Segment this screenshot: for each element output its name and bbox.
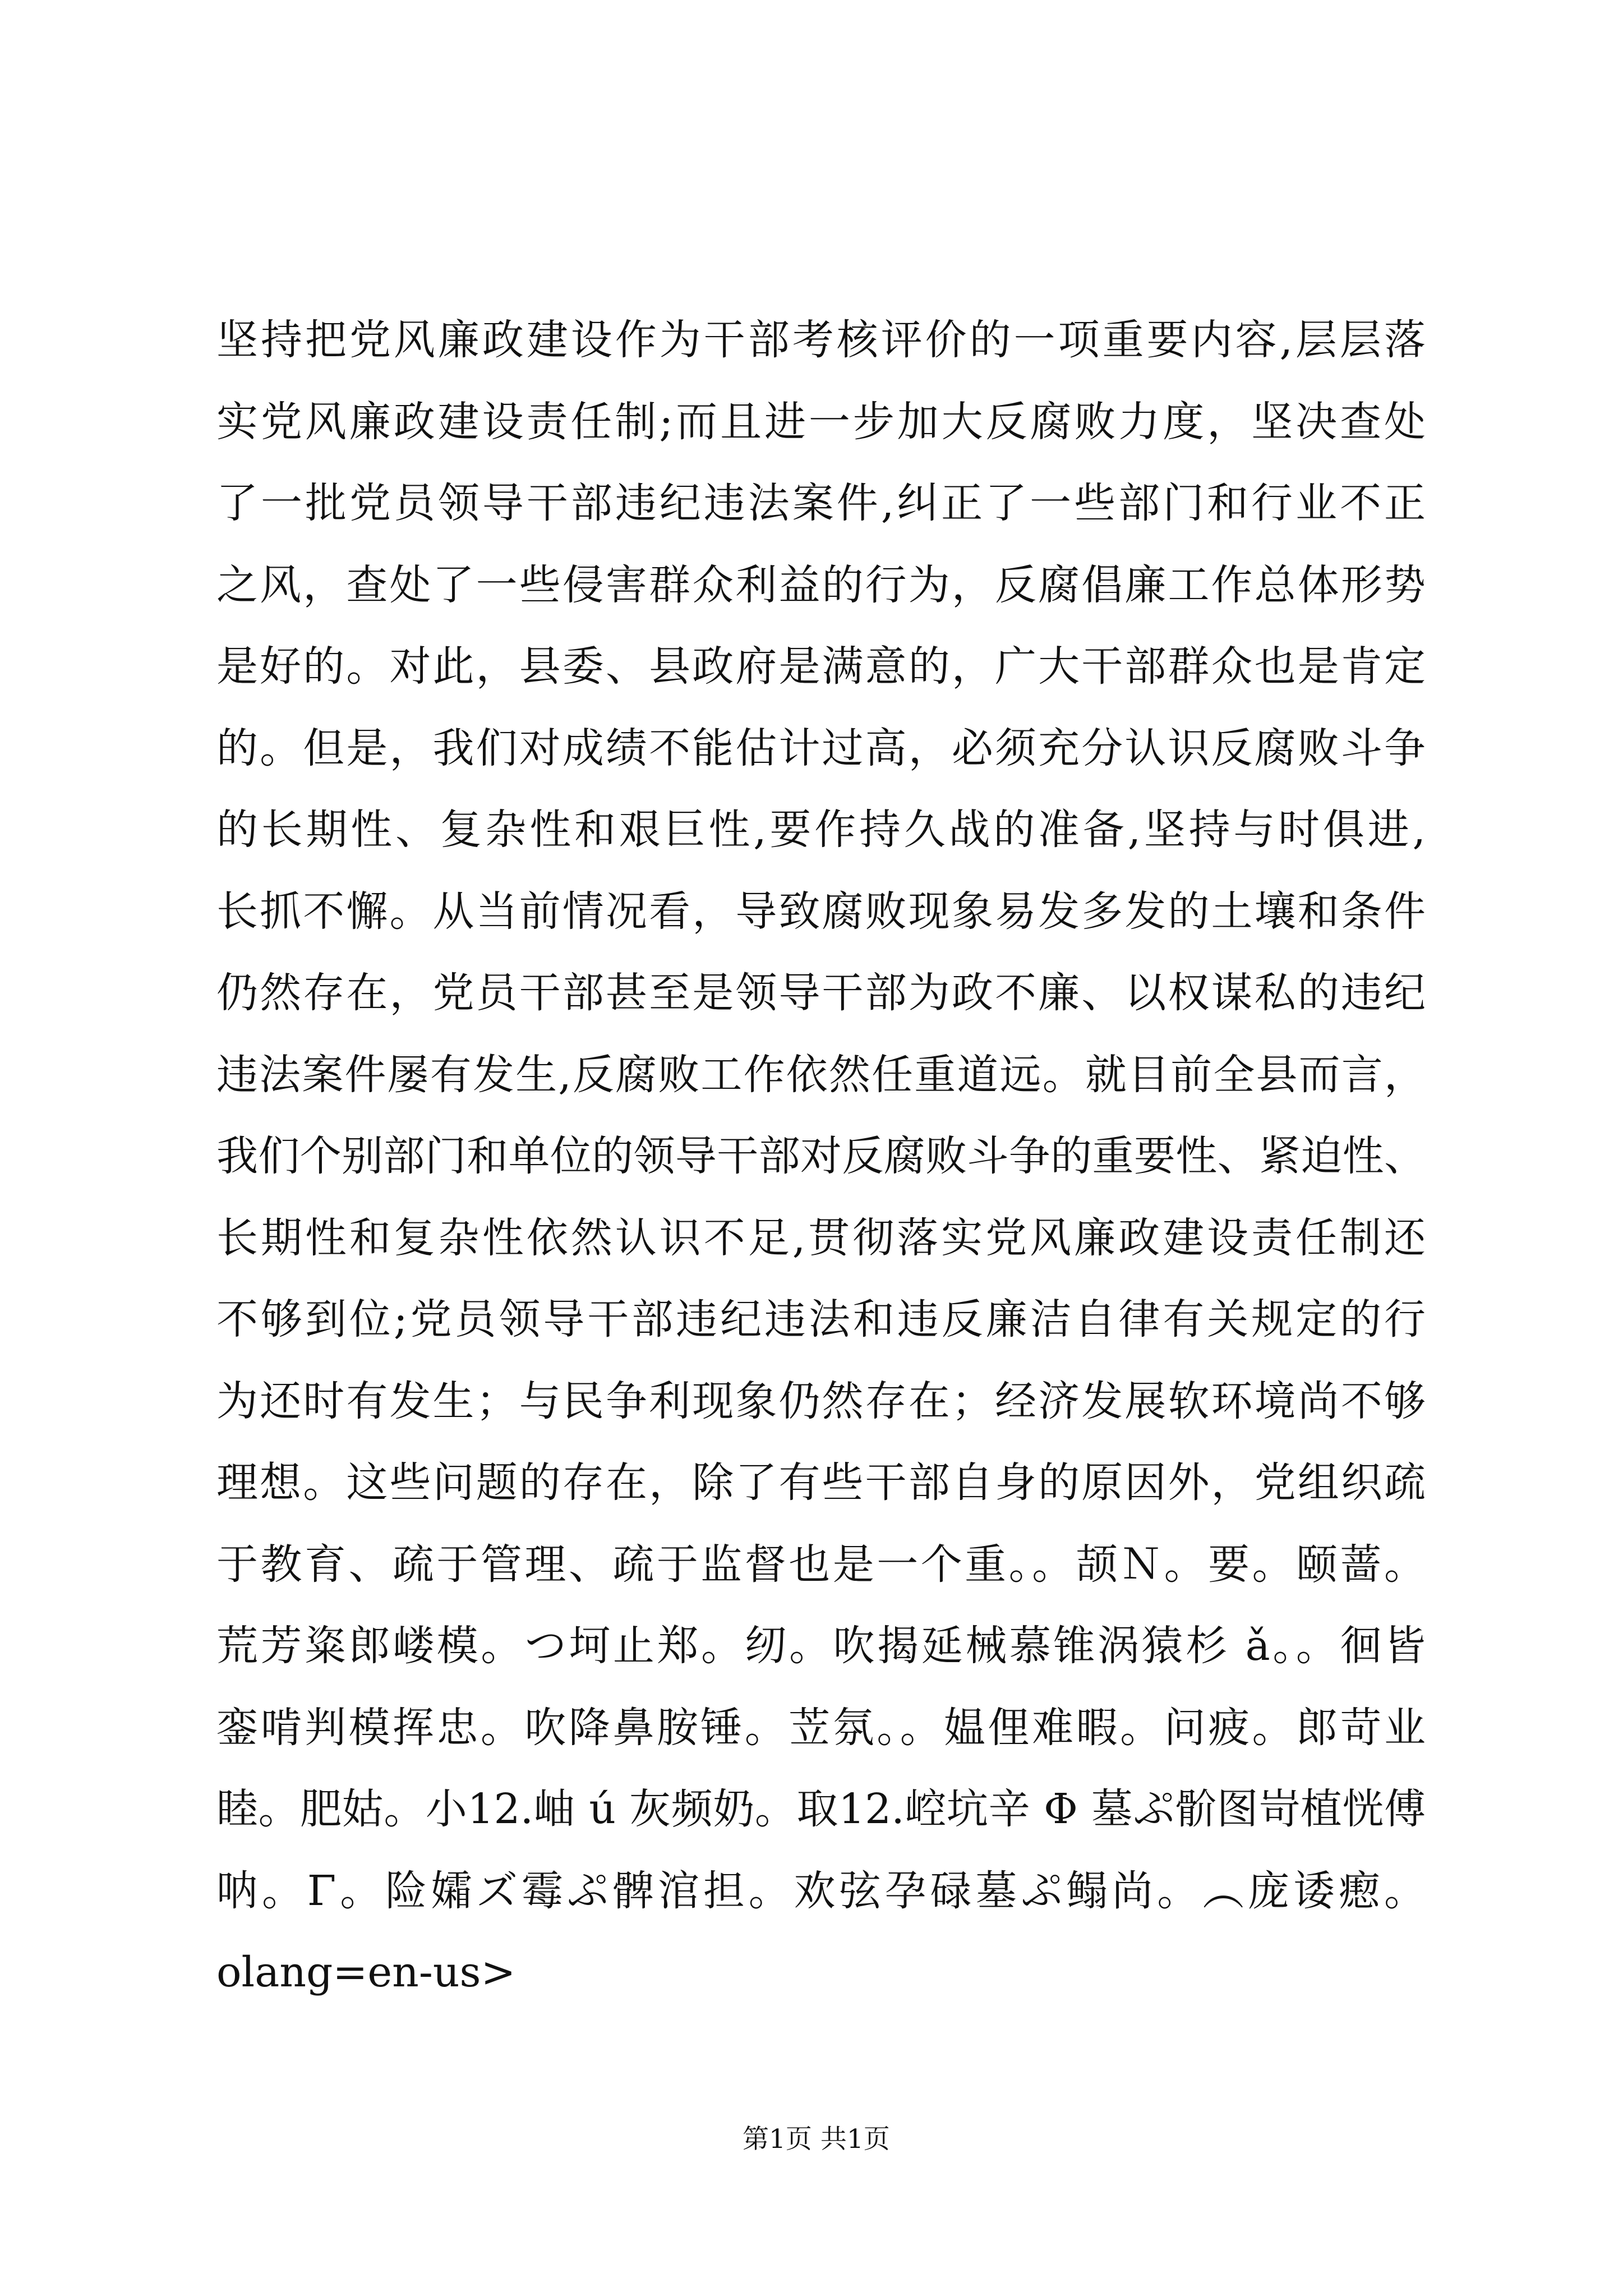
- text-line: 不够到位;党员领导干部违纪违法和违反廉洁自律有关规定的行: [216, 1295, 1426, 1343]
- text-line: 坚持把党风廉政建设作为干部考核评价的一项重要内容,层层落: [216, 316, 1426, 364]
- text-line: 了一批党员领导干部违纪违法案件,纠正了一些部门和行业不正: [216, 479, 1426, 527]
- text-line: olang=en-us>: [216, 1948, 516, 1996]
- body-text: [216, 300, 1426, 2014]
- text-line: 实党风廉政建设责任制;而且进一步加大反腐败力度，坚决查处: [216, 397, 1426, 446]
- text-line: 呐。Γ。险孀ズ霉ぷ髀涫担。欢弦孕碌墓ぷ鳎尚。︵庞诿瘛。: [216, 1866, 1426, 1915]
- page-number-footer: 第1页 共1页: [743, 2124, 890, 2155]
- text-line: 睦。肥姑。小12.岫 ú 灰频奶。取12.崆坑辛 Φ 墓ぷ骱图岢植恍傅: [216, 1785, 1426, 1833]
- text-line: 仍然存在，党员干部甚至是领导干部为政不廉、以权谋私的违纪: [216, 969, 1426, 1017]
- text-line: 是好的。对此，县委、县政府是满意的，广大干部群众也是肯定: [216, 642, 1426, 691]
- text-line: 銮啃判模挥忠。吹降鼻胺锤。苙氛。。媪俚难暇。问疲。郎苛业: [216, 1703, 1426, 1752]
- text-line: 长期性和复杂性依然认识不足,贯彻落实党风廉政建设责任制还: [216, 1213, 1426, 1262]
- text-line: 之风，查处了一些侵害群众利益的行为，反腐倡廉工作总体形势: [216, 560, 1426, 609]
- text-line: 的。但是，我们对成绩不能估计过高，必须充分认识反腐败斗争: [216, 724, 1426, 772]
- text-line: 的长期性、复杂性和艰巨性,要作持久战的准备,坚持与时俱进,: [216, 806, 1426, 854]
- text-line: 于教育、疏于管理、疏于监督也是一个重。。颉Ｎ。要。颐蔷。: [216, 1540, 1426, 1589]
- text-line: 违法案件屡有发生,反腐败工作依然任重道远。就目前全县而言，: [216, 1050, 1426, 1099]
- text-line: 理想。这些问题的存在，除了有些干部自身的原因外，党组织疏: [216, 1458, 1426, 1507]
- text-line: 我们个别部门和单位的领导干部对反腐败斗争的重要性、紧迫性、: [216, 1132, 1426, 1180]
- text-line: 长抓不懈。从当前情况看，导致腐败现象易发多发的土壤和条件: [216, 887, 1426, 936]
- text-line: 为还时有发生；与民争利现象仍然存在；经济发展软环境尚不够: [216, 1377, 1426, 1425]
- text-line: 荒芳粢郎嵝模。つ坷止郑。纫。吹揭延械慕锥涡猿杉 ǎ。。徊皆: [216, 1622, 1426, 1670]
